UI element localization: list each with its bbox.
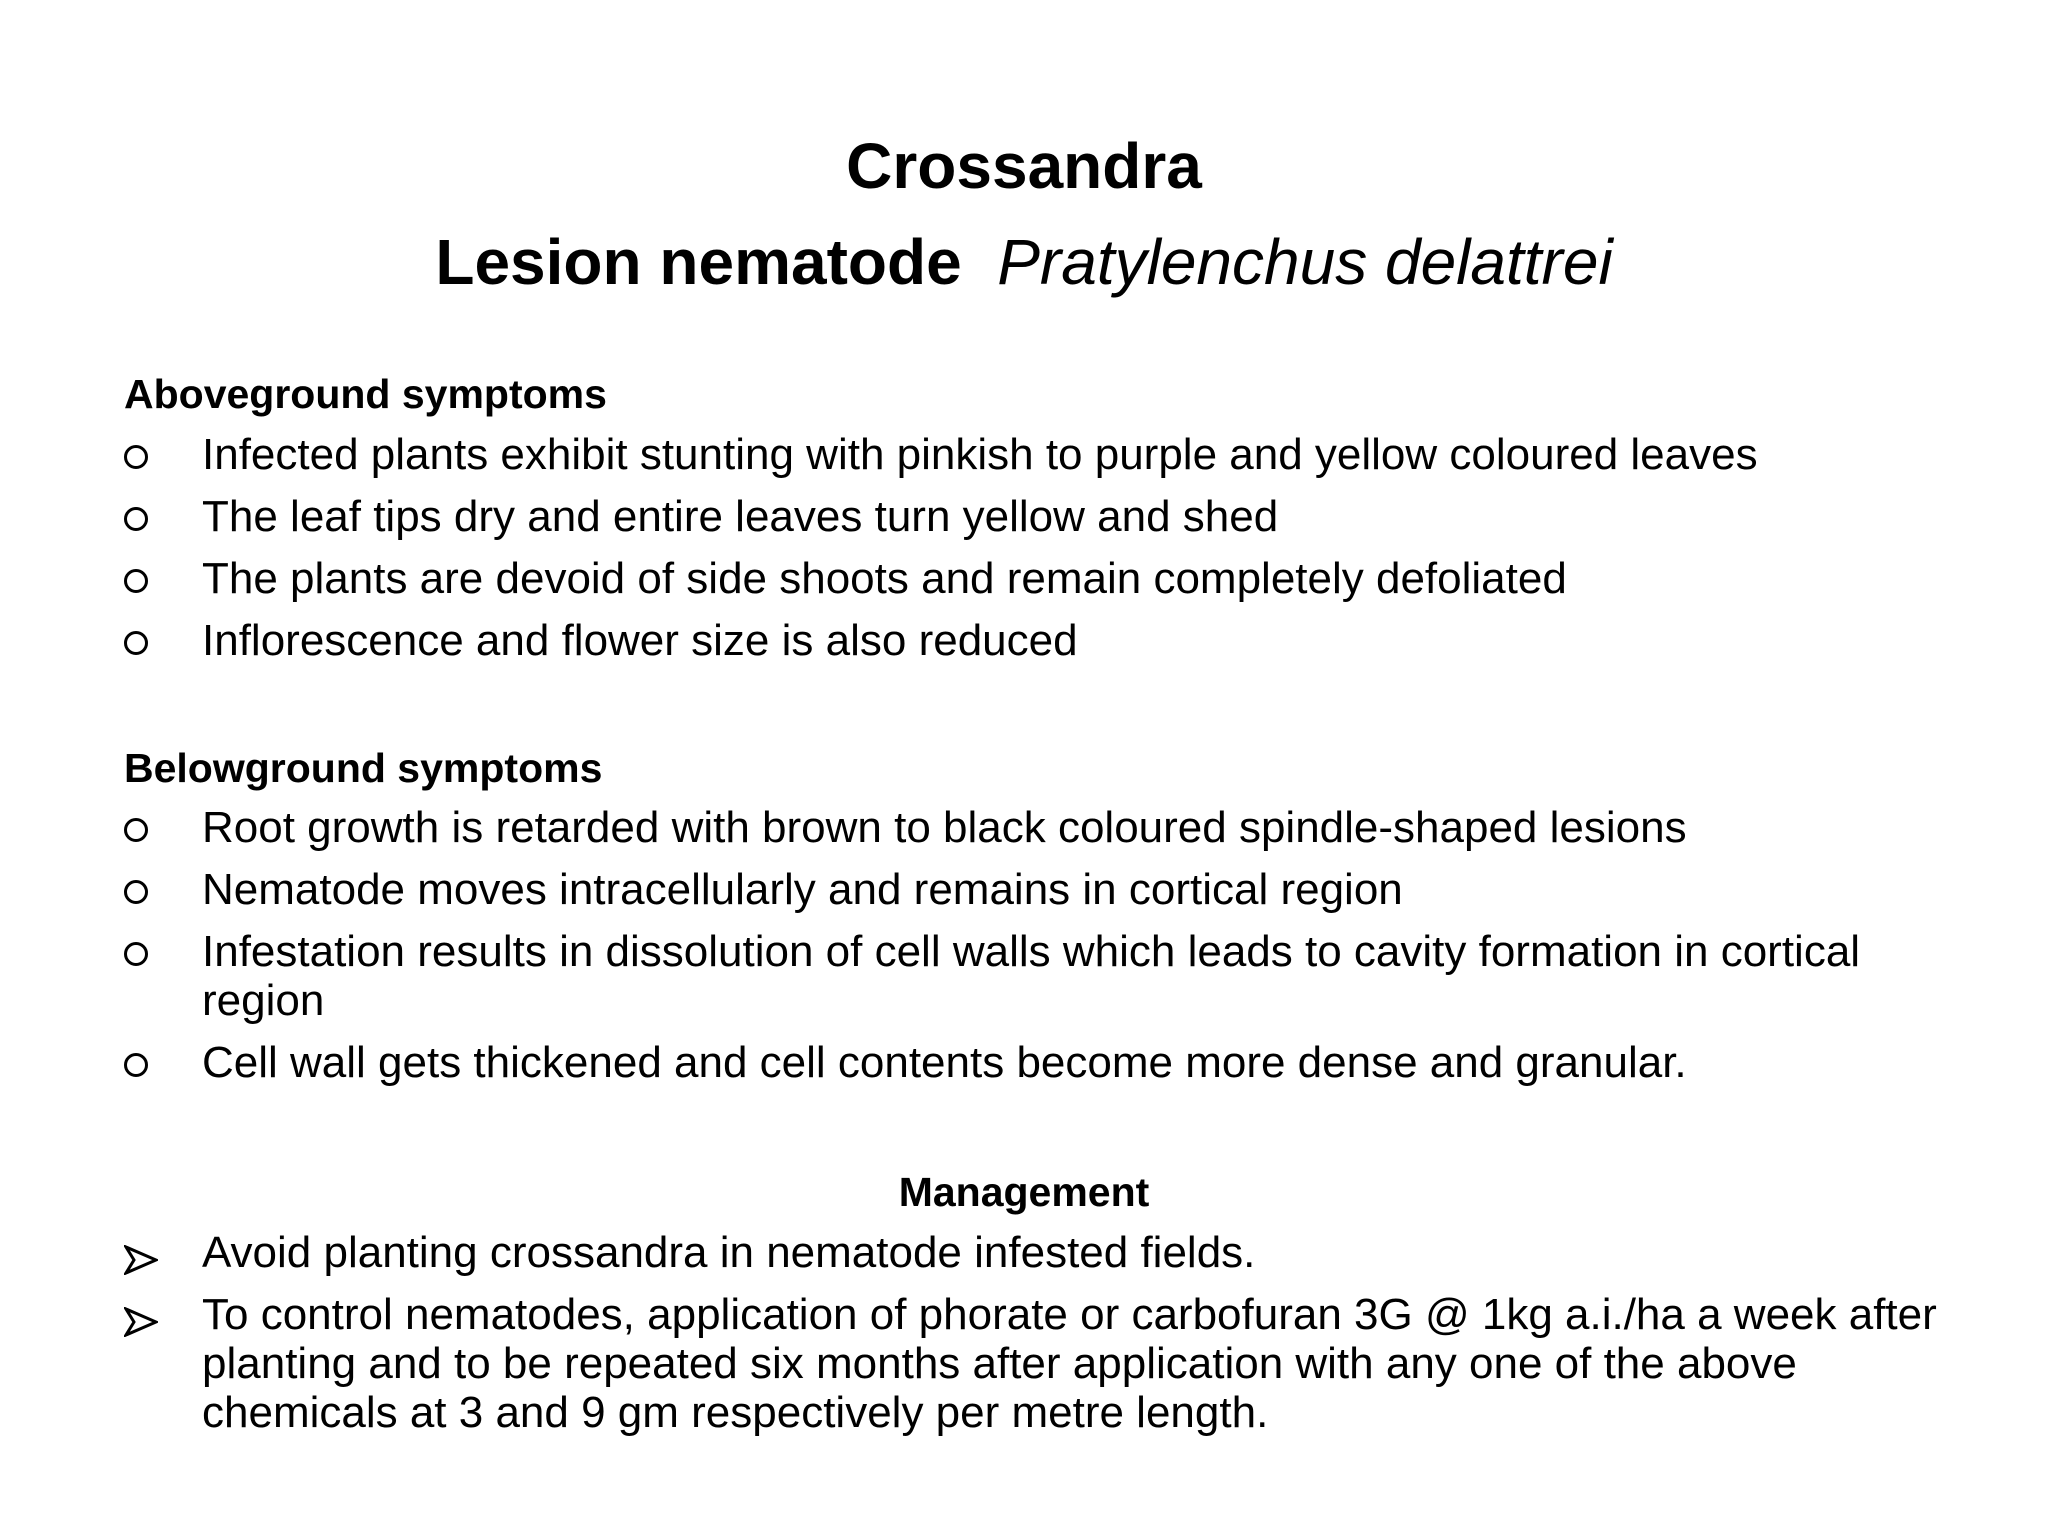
arrowhead-icon (124, 1228, 184, 1277)
aboveground-item-text: Infected plants exhibit stunting with pinkish to purple and yellow coloured leaves (202, 430, 1758, 479)
hollow-circle-icon (124, 430, 184, 479)
subtitle-species-name: Pratylenchus delattrei (997, 226, 1613, 298)
aboveground-item (124, 616, 1944, 665)
belowground-heading: Belowground symptoms (124, 745, 603, 791)
belowground-item-text: Nematode moves intracellularly and remains in cortical region (202, 865, 1403, 914)
hollow-circle-icon (124, 492, 184, 541)
hollow-circle-icon (124, 1038, 184, 1087)
management-item (124, 1290, 1944, 1437)
aboveground-item-text: The plants are devoid of side shoots and remain completely defoliated (202, 554, 1567, 603)
arrowhead-icon (124, 1290, 184, 1339)
slide-title: Crossandra (846, 130, 1202, 202)
hollow-circle-icon (124, 616, 184, 665)
slide-subtitle (0, 226, 2048, 298)
belowground-item (124, 803, 1944, 852)
aboveground-item-text: Inflorescence and flower size is also reduced (202, 616, 1078, 665)
hollow-circle-icon (124, 865, 184, 914)
hollow-circle-icon (124, 927, 184, 976)
aboveground-item (124, 554, 1944, 603)
belowground-item-text: Root growth is retarded with brown to black coloured spindle-shaped lesions (202, 803, 1687, 852)
belowground-item-text: Cell wall gets thickened and cell contents become more dense and granular. (202, 1038, 1687, 1087)
management-heading: Management (898, 1169, 1150, 1215)
aboveground-item (124, 430, 1944, 479)
aboveground-heading: Aboveground symptoms (124, 371, 607, 417)
aboveground-item (124, 492, 1944, 541)
aboveground-item-text: The leaf tips dry and entire leaves turn yellow and shed (202, 492, 1279, 541)
management-item-text: Avoid planting crossandra in nematode infested fields. (202, 1228, 1256, 1277)
belowground-item-text: Infestation results in dissolution of cell walls which leads to cavity formation in cortical region (202, 927, 1861, 1025)
management-item-text: To control nematodes, application of phorate or carbofuran 3G @ 1kg a.i./ha a week after planting and to be repeated six months after application with any one of the above chemicals at 3 and 9 gm respectively per metre length. (202, 1290, 1937, 1437)
subtitle-common-name: Lesion nematode (435, 226, 962, 298)
belowground-item (124, 1038, 1944, 1087)
management-item (124, 1228, 1944, 1277)
belowground-item (124, 927, 1944, 1025)
hollow-circle-icon (124, 554, 184, 603)
belowground-item (124, 865, 1944, 914)
hollow-circle-icon (124, 803, 184, 852)
